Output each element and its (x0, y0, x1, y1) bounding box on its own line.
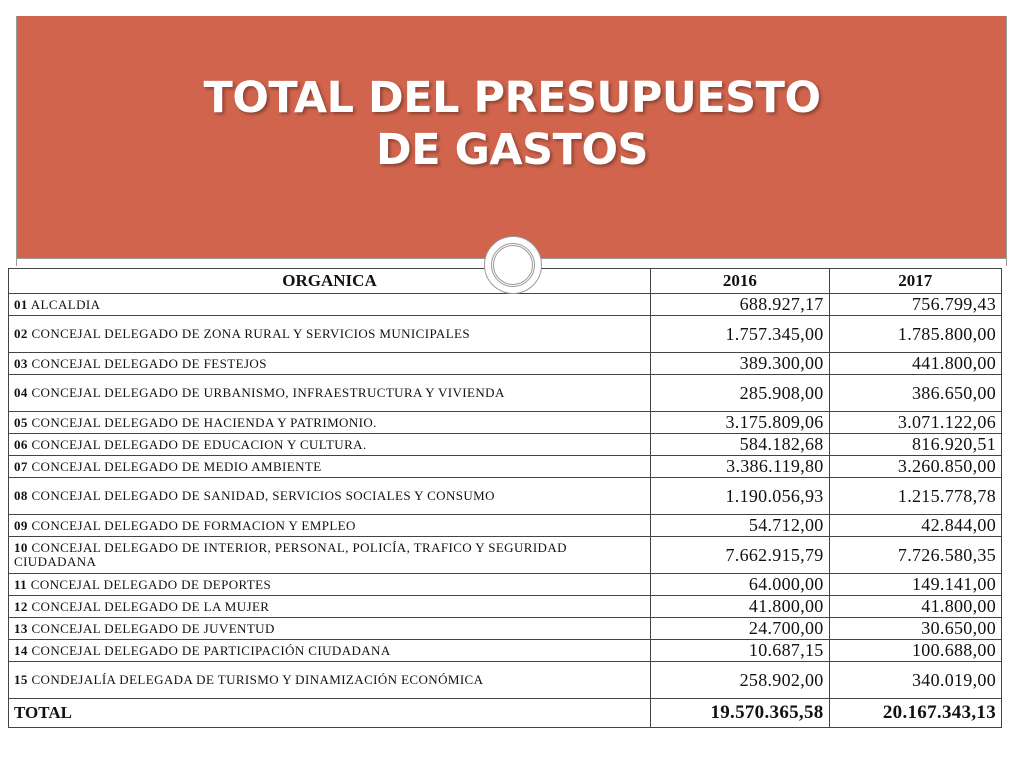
row-code: 13 (14, 620, 28, 636)
value-2016: 3.386.119,80 (651, 456, 830, 478)
row-label: CONCEJAL DELEGADO DE FORMACION Y EMPLEO (31, 517, 356, 533)
row-code: 08 (14, 488, 28, 503)
value-2017: 41.800,00 (829, 596, 1001, 618)
row-label: CONCEJAL DELEGADO DE JUVENTUD (31, 620, 275, 636)
value-2017: 756.799,43 (829, 294, 1001, 316)
table-row (9, 316, 1002, 353)
slide-title-line-2: DE GASTOS (376, 125, 648, 175)
value-2016: 389.300,00 (651, 353, 830, 375)
value-2017: 42.844,00 (829, 515, 1001, 537)
organica-cell (9, 618, 651, 640)
table-row (9, 456, 1002, 478)
value-2017: 3.260.850,00 (829, 456, 1001, 478)
value-2016: 1.757.345,00 (651, 316, 830, 353)
budget-table-image (8, 268, 1006, 764)
table-row (9, 294, 1002, 316)
organica-cell (9, 537, 651, 574)
organica-cell (9, 294, 651, 316)
row-label: CONDEJALÍA DELEGADA DE TURISMO Y DINAMIZACIÓN ECONÓMICA (31, 672, 484, 687)
value-2017: 441.800,00 (829, 353, 1001, 375)
value-2016: 285.908,00 (651, 375, 830, 412)
row-code: 15 (14, 672, 28, 687)
row-code: 04 (14, 385, 28, 400)
organica-cell (9, 353, 651, 375)
value-2016: 41.800,00 (651, 596, 830, 618)
table-body (9, 294, 1002, 728)
row-code: 06 (14, 436, 28, 452)
organica-cell (9, 574, 651, 596)
table-row (9, 375, 1002, 412)
value-2016: 1.190.056,93 (651, 478, 830, 515)
row-code: 10 (14, 540, 28, 555)
row-code: 01 (14, 296, 28, 312)
value-2016: 10.687,15 (651, 640, 830, 662)
table-row (9, 353, 1002, 375)
row-label: CONCEJAL DELEGADO DE URBANISMO, INFRAESTRUCTURA Y VIVIENDA (31, 385, 505, 400)
organica-cell (9, 662, 651, 699)
row-code: 07 (14, 458, 28, 474)
organica-cell (9, 596, 651, 618)
value-2016: 3.175.809,06 (651, 412, 830, 434)
row-label: CONCEJAL DELEGADO DE HACIENDA Y PATRIMONIO. (31, 414, 377, 430)
row-label: CONCEJAL DELEGADO DE ZONA RURAL Y SERVICIOS MUNICIPALES (31, 326, 471, 341)
row-code: 05 (14, 414, 28, 430)
row-code: 03 (14, 355, 28, 371)
table-row (9, 640, 1002, 662)
table-row (9, 537, 1002, 574)
value-2016: 54.712,00 (651, 515, 830, 537)
organica-cell (9, 375, 651, 412)
value-2016: 24.700,00 (651, 618, 830, 640)
value-2017: 100.688,00 (829, 640, 1001, 662)
value-2017: 1.215.778,78 (829, 478, 1001, 515)
value-2017: 1.785.800,00 (829, 316, 1001, 353)
value-2017: 340.019,00 (829, 662, 1001, 699)
slide-title-line-1: TOTAL DEL PRESUPUESTO (203, 73, 821, 123)
header-2017: 2017 (829, 269, 1001, 294)
organica-cell (9, 434, 651, 456)
row-label: CONCEJAL DELEGADO DE LA MUJER (31, 598, 270, 614)
organica-cell (9, 478, 651, 515)
value-2016: 688.927,17 (651, 294, 830, 316)
value-2016: 7.662.915,79 (651, 537, 830, 574)
value-2017: 7.726.580,35 (829, 537, 1001, 574)
header-2016: 2016 (651, 269, 830, 294)
row-code: 14 (14, 642, 28, 658)
organica-cell (9, 640, 651, 662)
row-code: 02 (14, 326, 28, 341)
total-row (9, 699, 1002, 728)
value-2016: 584.182,68 (651, 434, 830, 456)
row-label: ALCALDIA (30, 296, 101, 312)
header-organica: ORGANICA (9, 269, 651, 294)
total-2017: 20.167.343,13 (829, 699, 1001, 728)
slide-title (17, 72, 1007, 176)
table-row (9, 412, 1002, 434)
table-row (9, 618, 1002, 640)
row-label: CONCEJAL DELEGADO DE MEDIO AMBIENTE (31, 458, 322, 474)
row-code: 11 (14, 576, 28, 592)
table-row (9, 478, 1002, 515)
organica-cell (9, 515, 651, 537)
value-2017: 30.650,00 (829, 618, 1001, 640)
row-label: CONCEJAL DELEGADO DE DEPORTES (30, 576, 272, 592)
row-label: CONCEJAL DELEGADO DE PARTICIPACIÓN CIUDADANA (31, 642, 391, 658)
row-label: CONCEJAL DELEGADO DE SANIDAD, SERVICIOS SOCIALES Y CONSUMO (31, 488, 495, 503)
table-row (9, 574, 1002, 596)
title-ornament (484, 236, 542, 294)
value-2016: 64.000,00 (651, 574, 830, 596)
organica-cell (9, 316, 651, 353)
value-2017: 386.650,00 (829, 375, 1001, 412)
total-2016: 19.570.365,58 (651, 699, 830, 728)
value-2017: 816.920,51 (829, 434, 1001, 456)
organica-cell (9, 456, 651, 478)
organica-cell (9, 412, 651, 434)
value-2017: 149.141,00 (829, 574, 1001, 596)
table-row (9, 515, 1002, 537)
table-row (9, 596, 1002, 618)
row-code: 12 (14, 598, 28, 614)
row-label: CONCEJAL DELEGADO DE INTERIOR, PERSONAL, POLICÍA, TRAFICO Y SEGURIDAD CIUDADANA (14, 540, 567, 569)
row-label: CONCEJAL DELEGADO DE FESTEJOS (31, 355, 267, 371)
value-2017: 3.071.122,06 (829, 412, 1001, 434)
value-2016: 258.902,00 (651, 662, 830, 699)
table-row (9, 434, 1002, 456)
total-label: TOTAL (9, 699, 651, 728)
row-label: CONCEJAL DELEGADO DE EDUCACION Y CULTURA. (31, 436, 367, 452)
table-row (9, 662, 1002, 699)
row-code: 09 (14, 517, 28, 533)
budget-table (8, 268, 1002, 728)
